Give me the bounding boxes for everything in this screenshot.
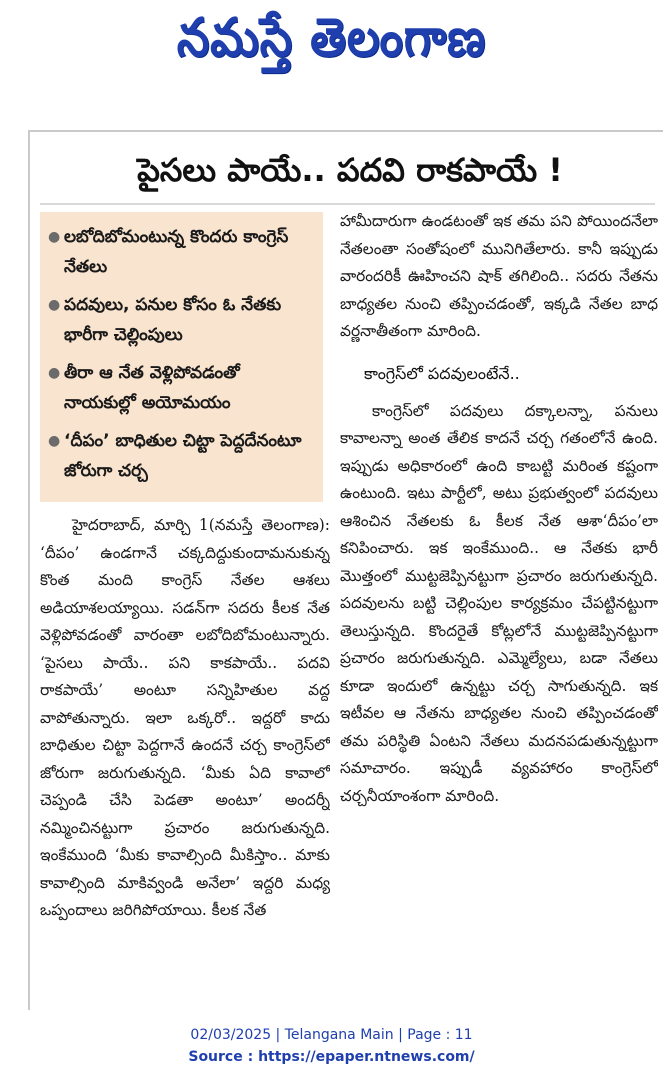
- bullet-icon: ●: [48, 433, 61, 449]
- body-paragraph: కాంగ్రెస్‌లో పదవులు దక్కాలన్నా, పనులు కావాలన్నా అంత తేలిక కాదనే చర్చ గతంలోనే ఉంది. ఇప్పుడు అధికారంలో ఉంది కాబట్టి మరింత కష్టంగా ఉంటుంది. ఇటు పార్టీలో, అటు ప్రభుత్వంలో పదవులు ఆశించిన నేతలకు ఓ కీలక నేత ఆశా‘దీపం’లా కనిపించారు. ఇక ఇంకేముంది.. ఆ నేతకు భారీ మొత్తంలో ముట్టజెప్పినట్టుగా ప్రచారం జరుగుతున్నది. పదవులను బట్టి చెల్లింపుల కార్యక్రమం చేపట్టినట్టుగా తెలుస్తున్నది. కొందరైతే కోట్లలోనే ముట్టజెప్పినట్టుగా ప్రచారం జరుగుతున్నది. ఎమ్మెల్యేలు, బడా నేతలు కూడా ఇందులో ఉన్నట్టు చర్చ సాగుతున్నది. ఇక ఇటీవల ఆ నేతను బాధ్యతల నుంచి తప్పించడంతో తమ పరిస్థితి ఏంటని నేతలు మదనపడుతున్నట్టుగా సమాచారం. ఇప్పుడీ వ్యవహారం కాంగ్రెస్‌లో చర్చనీయాంశంగా మారింది.: [340, 401, 658, 805]
- highlights-box: [40, 212, 323, 502]
- headline-divider: [40, 203, 655, 205]
- article-column-left: [40, 512, 330, 992]
- highlight-text: లబోదిబోమంటున్న కొందరు కాంగ్రెస్ నేతలు: [64, 227, 289, 277]
- bullet-icon: ●: [48, 365, 61, 381]
- page-footer: [0, 1024, 663, 1092]
- edition-info: 02/03/2025 | Telangana Main | Page : 11: [190, 1027, 473, 1043]
- highlight-item: [48, 426, 315, 486]
- highlight-item: [48, 358, 315, 418]
- source-link[interactable]: Source : https://epaper.ntnews.com/: [188, 1049, 475, 1065]
- highlight-item: [48, 290, 315, 350]
- masthead: [0, 0, 663, 88]
- body-paragraph: హైదరాబాద్, మార్చి 1(నమస్తే తెలంగాణ): ‘దీపం’ ఉండగానే చక్కదిద్దుకుందామనుకున్న కొంత మంది కాంగ్రెస్ నేతల ఆశలు అడియాశలయ్యాయి. సడన్‌గా సదరు కీలక నేత వెళ్లిపోవడంతో వారంతా లబోదిబోమంటున్నారు. ‘పైసలు పాయే.. పని కాకపాయే.. పదవి రాకపాయే’ అంటూ సన్నిహితుల వద్ద వాపోతున్నారు. ఇలా ఒక్కరో.. ఇద్దరో కాదు బాధితుల చిట్టా పెద్దగానే ఉందనే చర్చ కాంగ్రెస్‌లో జోరుగా జరుగుతున్నది. ‘మీకు ఏది కావాలో చెప్పండి చేసి పెడతా అంటూ’ అందర్నీ నమ్మించినట్టుగా ప్రచారం జరుగుతున్నది. ఇంకేముంది ‘మీకు కావాల్సింది మీకిస్తాం.. మాకు కావాల్సింది మాకివ్వండి అనేలా’ ఇద్దరి మధ్య ఒప్పందాలు జరిగిపోయాయి. కీలక నేత: [40, 516, 330, 919]
- highlight-text: ‘దీపం’ బాధితుల చిట్టా పెద్దదేనంటూ జోరుగా చర్చ: [64, 431, 302, 481]
- newspaper-logo: నమస్తే తెలంగాణ: [176, 6, 487, 69]
- bullet-icon: ●: [48, 229, 61, 245]
- section-subheading: కాంగ్రెస్‌లో పదవులంటేనే..: [364, 363, 520, 383]
- highlight-text: పదవులు, పనుల కోసం ఓ నేతకు భారీగా చెల్లింపులు: [64, 295, 282, 345]
- article-column-right: [340, 208, 658, 988]
- article-headline: పైసలు పాయే.. పదవి రాకపాయే !: [137, 151, 563, 189]
- highlight-text: తీరా ఆ నేత వెళ్లిపోవడంతో నాయకుల్లో అయోమయం: [64, 363, 240, 413]
- bullet-icon: ●: [48, 297, 61, 313]
- body-paragraph: హామీదారుగా ఉండటంతో ఇక తమ పని పోయిందనేలా నేతలంతా సంతోషంలో మునిగితేలారు. కానీ ఇప్పుడు వారందరికీ ఊహించని షాక్ తగిలింది.. సదరు నేతను బాధ్యతల నుంచి తప్పించడంతో, ఇక్కడి నేతల బాధ వర్ణనాతీతంగా మారింది.: [340, 212, 658, 340]
- highlight-item: [48, 222, 315, 282]
